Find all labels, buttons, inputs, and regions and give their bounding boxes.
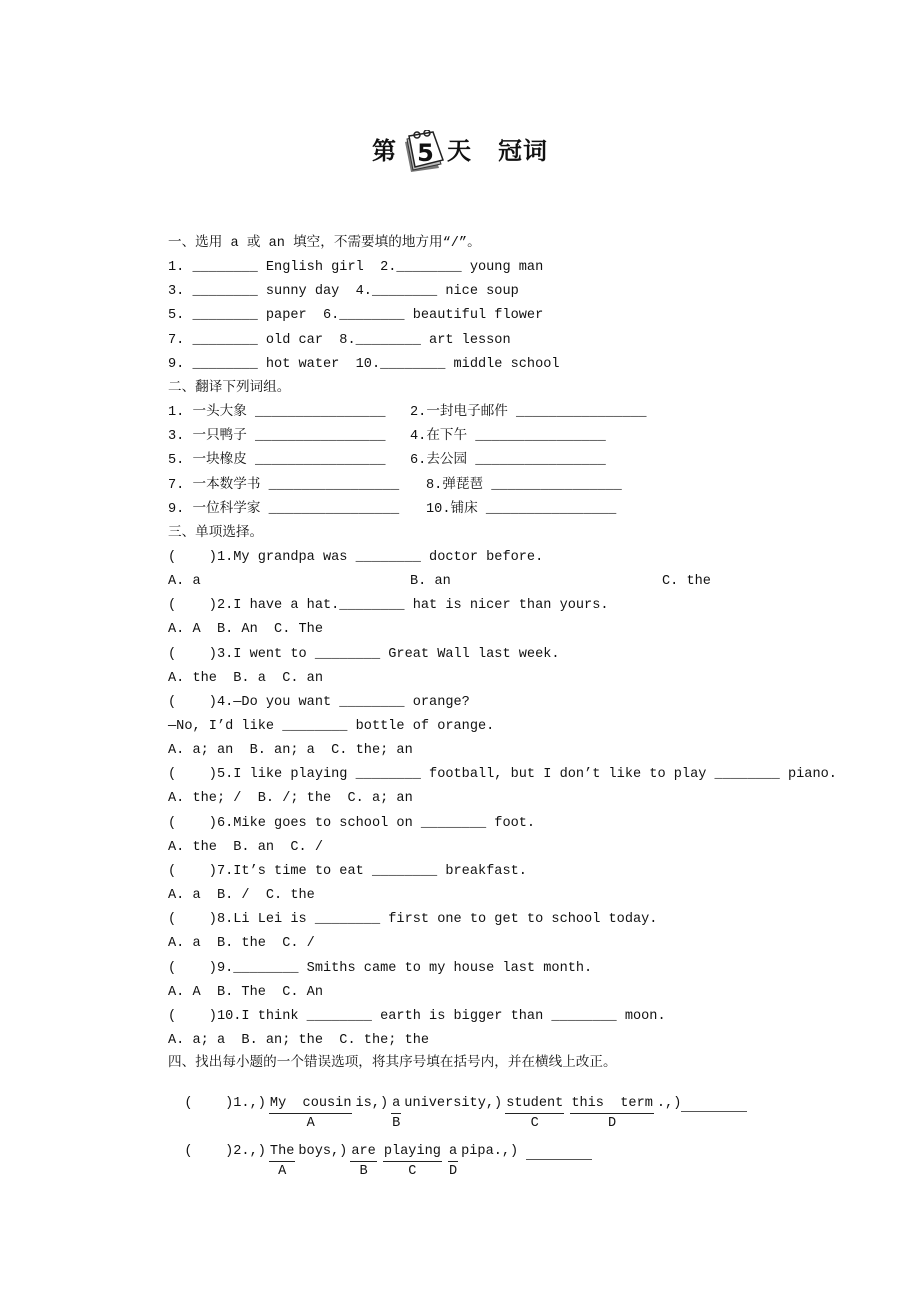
sec3-line: A. the B. an C. / xyxy=(168,839,323,855)
sec4-question-1: ( )1.,) My cousin A is,) $\frac{a}{B}$ university,) student C this term D .,) xyxy=(168,1080,747,1126)
option-b: are B xyxy=(351,1144,376,1179)
sec3-line: A. A B. The C. An xyxy=(168,984,323,1000)
sec3-line: ( )2.I have a hat.________ hat is nicer than yours. xyxy=(168,598,609,614)
sec3-line: A. a B. the C. / xyxy=(168,936,315,952)
phrase-right: 8.弹琵琶 ________________ xyxy=(426,477,622,493)
sec3-line: ( )5.I like playing ________ football, but I don’t like to play ________ piano. xyxy=(168,767,837,783)
section-2-heading: 二、翻译下列词组。 xyxy=(168,380,291,396)
sec3-question: ( )1.My grandpa was ________ doctor before. xyxy=(168,549,544,565)
sec3-line: A. the B. a C. an xyxy=(168,670,323,686)
question-number: ( )1.,) xyxy=(184,1096,266,1111)
option-c: C. the xyxy=(662,574,711,590)
option-b: B. an xyxy=(410,574,451,590)
phrase-left: 5. 一块橡皮 ________________ xyxy=(168,453,386,469)
phrase-right: 2.一封电子邮件 ________________ xyxy=(410,405,647,421)
sec3-line: A. A B. An C. The xyxy=(168,622,323,638)
option-d: this term D xyxy=(571,1096,653,1131)
sec3-line: A. a; an B. an; a C. the; an xyxy=(168,743,413,759)
sec3-line: ( )10.I think ________ earth is bigger than ________ moon. xyxy=(168,1008,666,1024)
section-3-heading: 三、单项选择。 xyxy=(168,525,264,541)
section-4-heading: 四、找出每小题的一个错误选项，将其序号填在括号内，并在横线上改正。 xyxy=(168,1056,617,1071)
sec3-line: ( )3.I went to ________ Great Wall last week. xyxy=(168,646,560,662)
svg-text:5: 5 xyxy=(417,139,435,167)
answer-blank[interactable] xyxy=(526,1143,592,1160)
sec3-line: A. a B. / C. the xyxy=(168,888,315,904)
answer-blank[interactable] xyxy=(681,1095,747,1112)
option-c: student C xyxy=(506,1096,564,1131)
sec3-line: ( )7.It’s time to eat ________ breakfast. xyxy=(168,863,527,879)
option-a: The A xyxy=(269,1144,295,1179)
sec3-line: —No, I’d like ________ bottle of orange. xyxy=(168,719,495,734)
sec3-line: A. the; / B. /; the C. a; an xyxy=(168,791,413,807)
section-1-heading: 一、选用 a 或 an 填空，不需要填的地方用“/”。 xyxy=(168,236,481,251)
sec3-line: ( )8.Li Lei is ________ first one to get to school today. xyxy=(168,912,658,928)
sec1-line: 7. ________ old car 8.________ art lesson xyxy=(168,332,511,348)
page-title xyxy=(0,130,920,174)
phrase-left: 3. 一只鸭子 ________________ xyxy=(168,429,386,445)
option-d: $\frac{a}{D}$ xyxy=(448,1144,458,1179)
phrase-right: 6.去公园 ________________ xyxy=(410,453,606,469)
calendar-icon xyxy=(399,130,445,174)
sec1-line: 5. ________ paper 6.________ beautiful flower xyxy=(168,308,544,324)
sec1-line: 1. ________ English girl 2.________ young man xyxy=(168,260,544,276)
sec4-question-2: ( )2.,) The A boys,) are B playing C $\frac{a}{D}$ pipa.,) xyxy=(168,1128,592,1174)
sec1-line: 3. ________ sunny day 4.________ nice soup xyxy=(168,284,519,300)
option-a: A. a xyxy=(168,574,201,590)
phrase-left: 7. 一本数学书 ________________ xyxy=(168,477,400,493)
sec1-line: 9. ________ hot water 10.________ middle school xyxy=(168,356,560,372)
option-b: $\frac{a}{B}$ xyxy=(392,1096,401,1131)
title-topic: 冠词 xyxy=(498,137,548,165)
phrase-left: 9. 一位科学家 ________________ xyxy=(168,501,400,517)
sec3-line: A. a; a B. an; the C. the; the xyxy=(168,1032,430,1048)
sec3-line: ( )6.Mike goes to school on ________ foot. xyxy=(168,815,536,831)
title-suffix: 天 xyxy=(447,137,472,165)
phrase-left: 1. 一头大象 ________________ xyxy=(168,405,386,421)
phrase-right: 10.铺床 ________________ xyxy=(426,501,617,517)
sec3-line: ( )4.—Do you want ________ orange? xyxy=(168,694,470,710)
question-number: ( )2.,) xyxy=(184,1144,266,1159)
option-c: playing C xyxy=(383,1144,441,1179)
title-prefix: 第 xyxy=(372,137,397,165)
phrase-right: 4.在下午 ________________ xyxy=(410,429,606,445)
sec3-line: ( )9.________ Smiths came to my house last month. xyxy=(168,960,593,976)
option-a: My cousin A xyxy=(269,1096,352,1131)
